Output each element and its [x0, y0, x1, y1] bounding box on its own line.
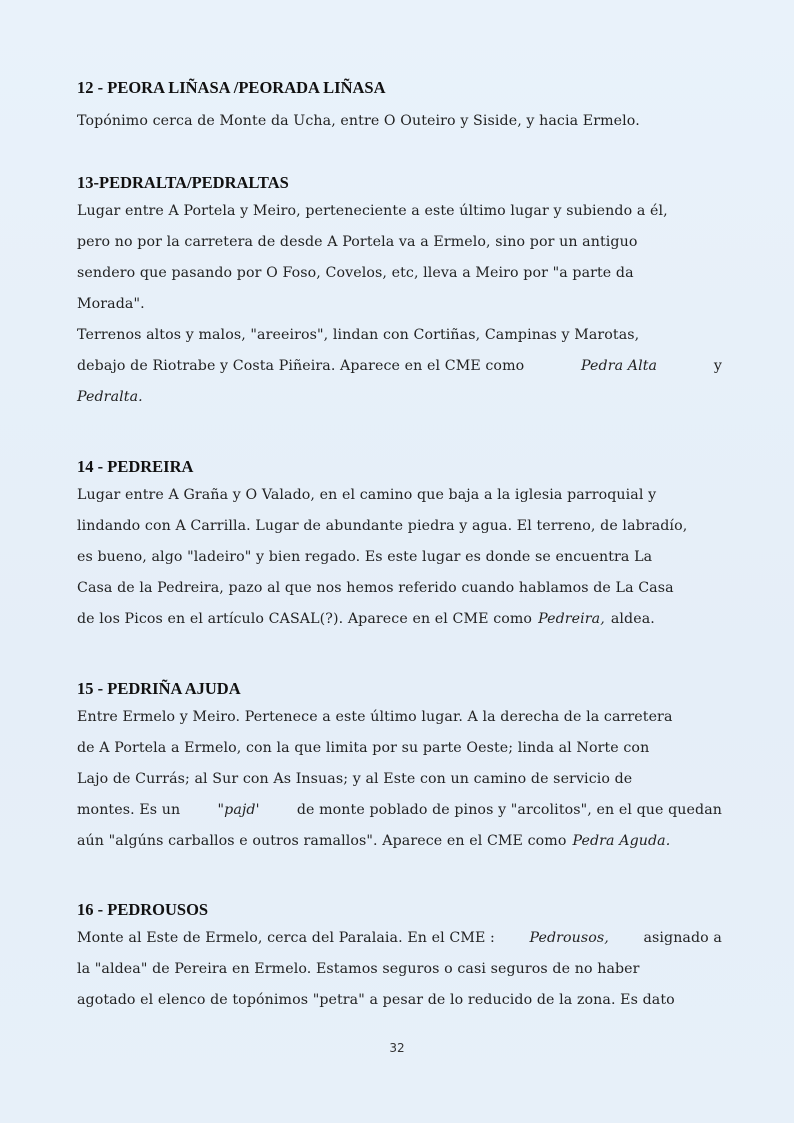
text-line: sendero que pasando por O Foso, Covelos, etc, lleva a Meiro por "a parte da [77, 265, 634, 281]
italic-term: Pedreira, [538, 611, 605, 627]
text-line: Terrenos altos y malos, "areeiros", lindan con Cortiñas, Campinas y Marotas, [77, 327, 640, 343]
entry-heading: 16 - PEDROUSOS [77, 900, 209, 919]
italic-term: Pedra Alta [581, 358, 658, 374]
entry-body [77, 480, 722, 635]
page-number: 32 [389, 1041, 405, 1055]
entry-12 [77, 76, 722, 137]
text-line: Morada". [77, 296, 145, 312]
italic-term: Pedra Aguda. [572, 833, 671, 849]
text-line: Lugar entre A Graña y O Valado, en el camino que baja a la iglesia parroquial y [77, 487, 657, 503]
text-line: Casa de la Pedreira, pazo al que nos hemos referido cuando hablamos de La Casa [77, 580, 674, 596]
text-line: Lajo de Currás; al Sur con As Insuas; y al Este con un camino de servicio de [77, 771, 633, 787]
entry-14 [77, 455, 722, 635]
text-line: aún "algúns carballos e outros ramallos". Aparece en el CME como Pedra Aguda. [77, 826, 722, 857]
entry-body [77, 196, 722, 413]
text-line: Entre Ermelo y Meiro. Pertenece a este último lugar. A la derecha de la carretera [77, 709, 673, 725]
italic-term: Pedralta. [77, 389, 143, 405]
text-line: lindando con A Carrilla. Lugar de abundante piedra y agua. El terreno, de labradío, [77, 518, 688, 534]
text-line: la "aldea" de Pereira en Ermelo. Estamos seguros o casi seguros de no haber [77, 961, 640, 977]
entry-13 [77, 171, 722, 413]
text-line [77, 382, 722, 413]
text-line: Topónimo cerca de Monte da Ucha, entre O Outeiro y Siside, y hacia Ermelo. [77, 113, 640, 129]
entry-heading: 15 - PEDRIÑA AJUDA [77, 679, 241, 698]
entry-body [77, 106, 722, 137]
entry-heading: 13-PEDRALTA/PEDRALTAS [77, 173, 289, 192]
text-line: de A Portela a Ermelo, con la que limita por su parte Oeste; linda al Norte con [77, 740, 650, 756]
italic-term: "pajd' [217, 802, 260, 818]
entry-body [77, 702, 722, 857]
text-line: Lugar entre A Portela y Meiro, perteneciente a este último lugar y subiendo a él, [77, 203, 668, 219]
entry-16 [77, 898, 722, 1016]
entry-heading: 12 - PEORA LIÑASA /PEORADA LIÑASA [77, 78, 386, 97]
text-line: agotado el elenco de topónimos "petra" a pesar de lo reducido de la zona. Es dato [77, 992, 675, 1008]
text-line: es bueno, algo "ladeiro" y bien regado. Es este lugar es donde se encuentra La [77, 549, 653, 565]
text-line: de los Picos en el artículo CASAL(?). Aparece en el CME como Pedreira, aldea. [77, 604, 722, 635]
entry-heading: 14 - PEDREIRA [77, 457, 194, 476]
italic-term: Pedrousos, [529, 930, 609, 946]
text-line: montes. Es un "pajd' de monte poblado de pinos y "arcolitos", en el que quedan [77, 795, 722, 826]
text-line: Monte al Este de Ermelo, cerca del Paralaia. En el CME : Pedrousos, asignado a [77, 923, 722, 954]
text-line: debajo de Riotrabe y Costa Piñeira. Aparece en el CME como Pedra Alta y [77, 351, 722, 382]
text-line: pero no por la carretera de desde A Portela va a Ermelo, sino por un antiguo [77, 234, 638, 250]
entry-body [77, 923, 722, 1016]
entry-15 [77, 677, 722, 857]
